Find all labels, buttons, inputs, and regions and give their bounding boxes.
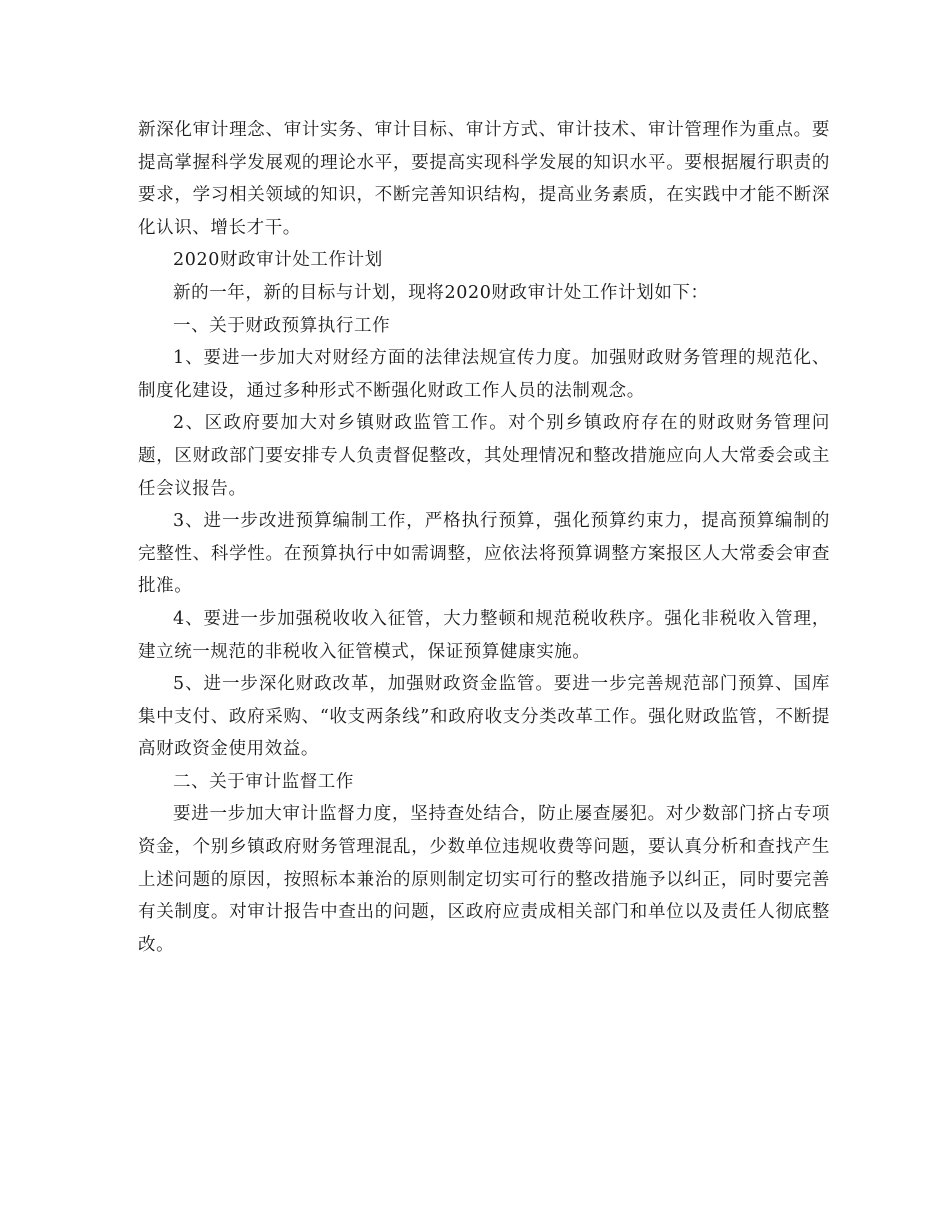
paragraph-intro: 新的一年，新的目标与计划，现将2020财政审计处工作计划如下： (173, 282, 709, 303)
paragraph-item-5: 5、进一步深化财政改革，加强财政资金监管。要进一步完善规范部门预算、国库集中支付、政府采购、“收支两条线”和政府收支分类改革工作。强化财政监管，不断提高财政资金使用效益。 (138, 674, 830, 760)
paragraph-item-1: 1、要进一步加大对财经方面的法律法规宣传力度。加强财政财务管理的规范化、制度化建设，通过多种形式不断强化财政工作人员的法制观念。 (138, 348, 830, 401)
paragraph-item-3: 3、进一步改进预算编制工作，严格执行预算，强化预算约束力，提高预算编制的完整性、科学性。在预算执行中如需调整，应依法将预算调整方案报区人大常委会审查批准。 (138, 511, 830, 597)
paragraph-audit: 要进一步加大审计监督力度，坚持查处结合，防止屡查屡犯。对少数部门挤占专项资金，个别乡镇政府财务管理混乱，少数单位违规收费等问题，要认真分析和查找产生上述问题的原因，按照标本兼治的原则制定切实可行的整改措施予以纠正，同时要完善有关制度。对审计报告中查出的问题，区政府应责成相关部门和单位以及责任人彻底整改。 (138, 804, 830, 955)
document-body (138, 114, 830, 961)
heading-audit-supervision: 二、关于审计监督工作 (173, 771, 354, 792)
heading-budget-execution: 一、关于财政预算执行工作 (173, 315, 391, 336)
paragraph-1: 新深化审计理念、审计实务、审计目标、审计方式、审计技术、审计管理作为重点。要提高掌握科学发展观的理论水平，要提高实现科学发展的知识水平。要根据履行职责的要求，学习相关领域的知识，不断完善知识结构，提高业务素质，在实践中才能不断深化认识、增长才干。 (138, 120, 830, 238)
paragraph-item-2: 2、区政府要加大对乡镇财政监管工作。对个别乡镇政府存在的财政财务管理问题，区财政部门要安排专人负责督促整改，其处理情况和整改措施应向人大常委会或主任会议报告。 (138, 413, 830, 499)
section-title: 2020财政审计处工作计划 (173, 250, 383, 271)
paragraph-item-4: 4、要进一步加强税收收入征管，大力整顿和规范税收秩序。强化非税收入管理，建立统一规范的非税收入征管模式，保证预算健康实施。 (138, 608, 830, 662)
